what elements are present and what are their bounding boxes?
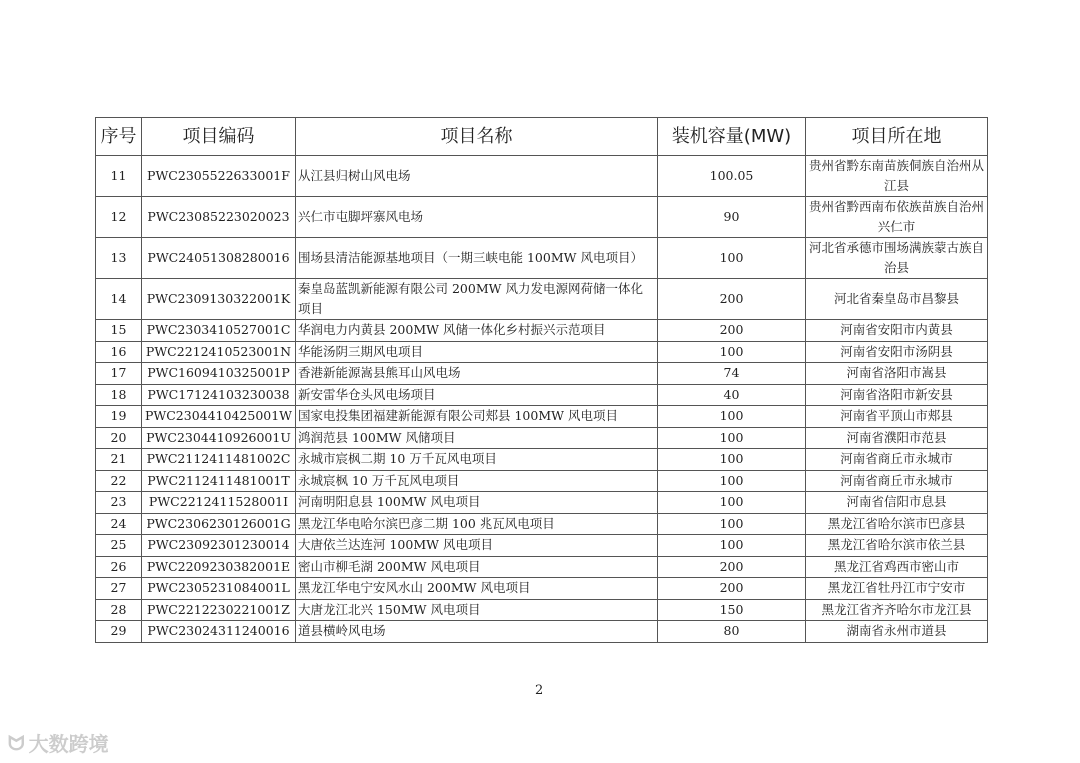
cell-no: 13 xyxy=(96,238,142,279)
cell-capacity: 100 xyxy=(658,535,806,557)
cell-capacity: 80 xyxy=(658,621,806,643)
cell-code: PWC23092301230014 xyxy=(142,535,296,557)
table-row xyxy=(96,279,988,320)
cell-no: 24 xyxy=(96,513,142,535)
cell-location: 湖南省永州市道县 xyxy=(806,621,988,643)
cell-no: 19 xyxy=(96,406,142,428)
cell-name: 道县横岭风电场 xyxy=(296,621,658,643)
cell-name: 大唐龙江北兴 150MW 风电项目 xyxy=(296,599,658,621)
cell-name: 密山市柳毛湖 200MW 风电项目 xyxy=(296,556,658,578)
cell-capacity: 90 xyxy=(658,197,806,238)
cell-capacity: 150 xyxy=(658,599,806,621)
cell-no: 23 xyxy=(96,492,142,514)
cell-location: 黑龙江省牡丹江市宁安市 xyxy=(806,578,988,600)
table-row xyxy=(96,384,988,406)
cell-no: 16 xyxy=(96,341,142,363)
cell-code: PWC23024311240016 xyxy=(142,621,296,643)
cell-no: 29 xyxy=(96,621,142,643)
cell-capacity: 100 xyxy=(658,492,806,514)
cell-location: 贵州省黔东南苗族侗族自治州从江县 xyxy=(806,156,988,197)
table-row xyxy=(96,578,988,600)
header-capacity: 装机容量(MW) xyxy=(658,118,806,156)
cell-code: PWC2303410527001C xyxy=(142,320,296,342)
cell-code: PWC2304410425001W xyxy=(142,406,296,428)
cell-code: PWC23085223020023 xyxy=(142,197,296,238)
cell-code: PWC2304410926001U xyxy=(142,427,296,449)
cell-name: 华能汤阴三期风电项目 xyxy=(296,341,658,363)
watermark-logo-icon: ᗢ xyxy=(8,730,25,755)
table-row xyxy=(96,449,988,471)
cell-name: 黑龙江华电宁安风水山 200MW 风电项目 xyxy=(296,578,658,600)
cell-code: PWC2112411481002C xyxy=(142,449,296,471)
cell-name: 永城市宸枫二期 10 万千瓦风电项目 xyxy=(296,449,658,471)
cell-location: 河北省秦皇岛市昌黎县 xyxy=(806,279,988,320)
cell-capacity: 40 xyxy=(658,384,806,406)
cell-location: 河南省洛阳市嵩县 xyxy=(806,363,988,385)
page-number: 2 xyxy=(535,683,544,698)
table-row xyxy=(96,156,988,197)
cell-code: PWC2112411481001T xyxy=(142,470,296,492)
table-row xyxy=(96,535,988,557)
table-row xyxy=(96,363,988,385)
cell-no: 17 xyxy=(96,363,142,385)
wind-project-table xyxy=(95,117,988,643)
cell-name: 河南明阳息县 100MW 风电项目 xyxy=(296,492,658,514)
table-row xyxy=(96,556,988,578)
cell-name: 鸿润范县 100MW 风储项目 xyxy=(296,427,658,449)
cell-no: 25 xyxy=(96,535,142,557)
cell-code: PWC17124103230038 xyxy=(142,384,296,406)
cell-capacity: 100 xyxy=(658,513,806,535)
cell-capacity: 100 xyxy=(658,341,806,363)
table-row xyxy=(96,320,988,342)
cell-no: 12 xyxy=(96,197,142,238)
cell-no: 11 xyxy=(96,156,142,197)
header-location: 项目所在地 xyxy=(806,118,988,156)
cell-location: 河南省濮阳市范县 xyxy=(806,427,988,449)
table-row xyxy=(96,492,988,514)
cell-name: 永城宸枫 10 万千瓦风电项目 xyxy=(296,470,658,492)
cell-code: PWC2212411528001I xyxy=(142,492,296,514)
cell-name: 兴仁市屯脚坪寨风电场 xyxy=(296,197,658,238)
cell-no: 28 xyxy=(96,599,142,621)
cell-code: PWC2209230382001E xyxy=(142,556,296,578)
cell-name: 华润电力内黄县 200MW 风储一体化乡村振兴示范项目 xyxy=(296,320,658,342)
cell-location: 黑龙江省齐齐哈尔市龙江县 xyxy=(806,599,988,621)
cell-name: 新安雷华仓头风电场项目 xyxy=(296,384,658,406)
cell-capacity: 200 xyxy=(658,320,806,342)
cell-capacity: 100 xyxy=(658,449,806,471)
table-row xyxy=(96,341,988,363)
cell-code: PWC2212230221001Z xyxy=(142,599,296,621)
cell-capacity: 100 xyxy=(658,238,806,279)
cell-code: PWC2309130322001K xyxy=(142,279,296,320)
cell-location: 黑龙江省鸡西市密山市 xyxy=(806,556,988,578)
cell-location: 贵州省黔西南布依族苗族自治州兴仁市 xyxy=(806,197,988,238)
cell-capacity: 74 xyxy=(658,363,806,385)
cell-name: 黑龙江华电哈尔滨巴彦二期 100 兆瓦风电项目 xyxy=(296,513,658,535)
cell-location: 黑龙江省哈尔滨市依兰县 xyxy=(806,535,988,557)
header-name: 项目名称 xyxy=(296,118,658,156)
cell-name: 秦皇岛蓝凯新能源有限公司 200MW 风力发电源网荷储一体化项目 xyxy=(296,279,658,320)
table-row xyxy=(96,621,988,643)
cell-name: 香港新能源嵩县熊耳山风电场 xyxy=(296,363,658,385)
cell-location: 河南省安阳市内黄县 xyxy=(806,320,988,342)
cell-capacity: 100.05 xyxy=(658,156,806,197)
cell-location: 黑龙江省哈尔滨市巴彦县 xyxy=(806,513,988,535)
cell-name: 国家电投集团福建新能源有限公司郏县 100MW 风电项目 xyxy=(296,406,658,428)
header-no: 序号 xyxy=(96,118,142,156)
cell-code: PWC2305231084001L xyxy=(142,578,296,600)
table-row xyxy=(96,599,988,621)
cell-no: 15 xyxy=(96,320,142,342)
cell-capacity: 100 xyxy=(658,427,806,449)
cell-name: 围场县清洁能源基地项目（一期三峡电能 100MW 风电项目） xyxy=(296,238,658,279)
watermark xyxy=(8,728,109,757)
cell-no: 14 xyxy=(96,279,142,320)
cell-no: 27 xyxy=(96,578,142,600)
cell-no: 20 xyxy=(96,427,142,449)
cell-location: 河南省信阳市息县 xyxy=(806,492,988,514)
table-row xyxy=(96,197,988,238)
table-row xyxy=(96,406,988,428)
table-header-row xyxy=(96,118,988,156)
cell-location: 河南省平顶山市郏县 xyxy=(806,406,988,428)
cell-no: 22 xyxy=(96,470,142,492)
cell-location: 河北省承德市围场满族蒙古族自治县 xyxy=(806,238,988,279)
cell-no: 18 xyxy=(96,384,142,406)
cell-name: 从江县归树山风电场 xyxy=(296,156,658,197)
header-code: 项目编码 xyxy=(142,118,296,156)
cell-name: 大唐依兰达连河 100MW 风电项目 xyxy=(296,535,658,557)
cell-location: 河南省商丘市永城市 xyxy=(806,470,988,492)
cell-location: 河南省安阳市汤阴县 xyxy=(806,341,988,363)
cell-capacity: 100 xyxy=(658,470,806,492)
table-row xyxy=(96,427,988,449)
cell-location: 河南省商丘市永城市 xyxy=(806,449,988,471)
cell-code: PWC2212410523001N xyxy=(142,341,296,363)
table-row xyxy=(96,238,988,279)
cell-capacity: 200 xyxy=(658,279,806,320)
cell-code: PWC1609410325001P xyxy=(142,363,296,385)
cell-location: 河南省洛阳市新安县 xyxy=(806,384,988,406)
cell-capacity: 200 xyxy=(658,556,806,578)
cell-no: 26 xyxy=(96,556,142,578)
cell-code: PWC24051308280016 xyxy=(142,238,296,279)
table-row xyxy=(96,470,988,492)
cell-code: PWC2305522633001F xyxy=(142,156,296,197)
cell-capacity: 100 xyxy=(658,406,806,428)
table-row xyxy=(96,513,988,535)
cell-code: PWC2306230126001G xyxy=(142,513,296,535)
watermark-text: 大数跨境 xyxy=(28,732,109,756)
cell-no: 21 xyxy=(96,449,142,471)
cell-capacity: 200 xyxy=(658,578,806,600)
